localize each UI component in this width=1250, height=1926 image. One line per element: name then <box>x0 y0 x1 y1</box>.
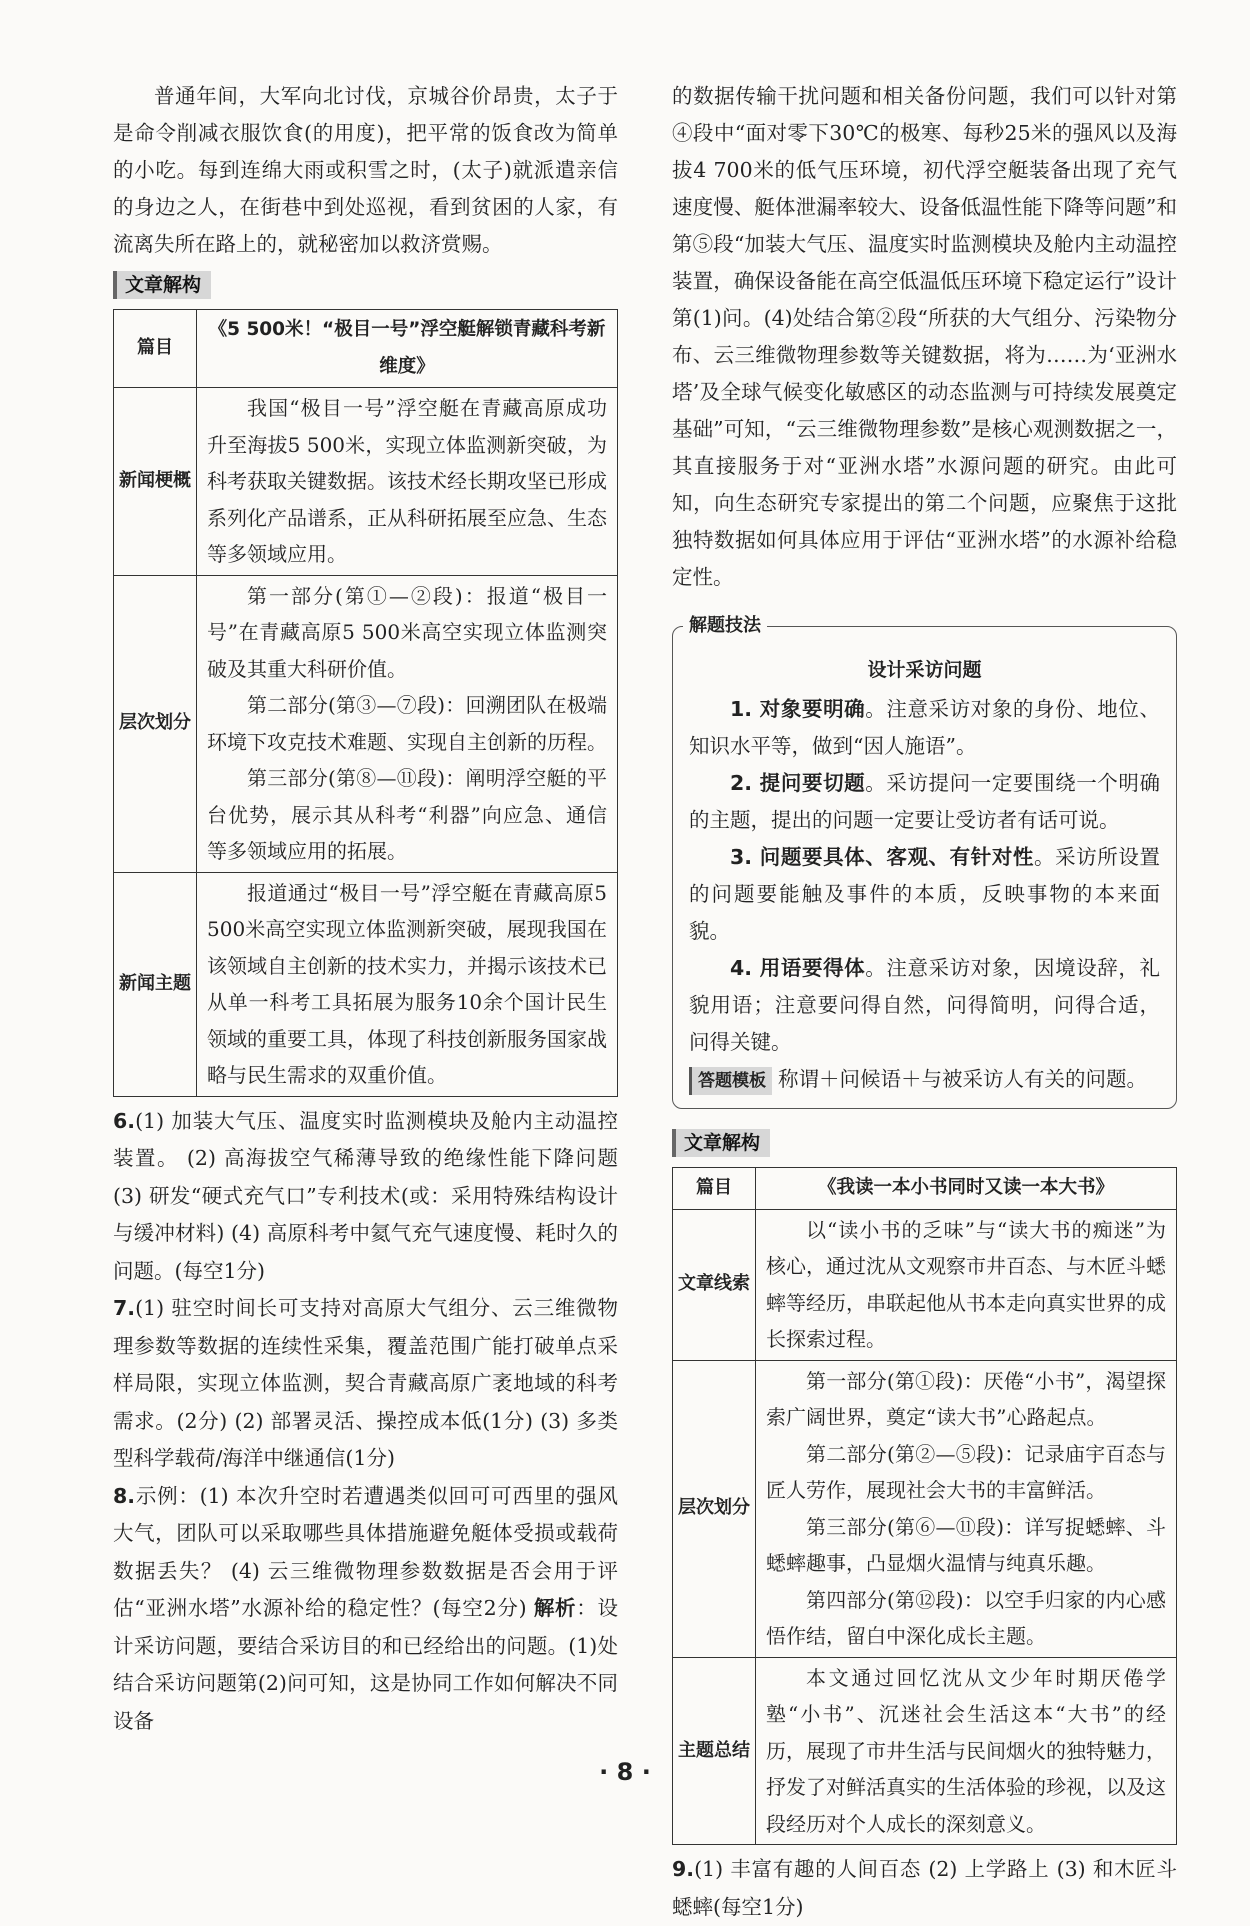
right-column <box>672 78 1177 1926</box>
tip-item: 3. 问题要具体、客观、有针对性。采访所设置的问题要能触及事件的本质，反映事物的本来面貌。 <box>689 845 1160 943</box>
answer-item: 9.(1) 丰富有趣的人间百态 (2) 上学路上 (3) 和木匠斗蟋蟀(每空1分) <box>672 1857 1177 1919</box>
answers-block-right <box>672 1851 1177 1926</box>
row-text: 我国“极目一号”浮空艇在青藏高原成功升至海拔5 500米，实现立体监测新突破，为科考获取关键数据。该技术经长期攻坚已形成系列化产品谱系，正从科研拓展至应急、生态等多领域应用。 <box>207 396 607 566</box>
table-row <box>673 1209 1177 1360</box>
row-label: 新闻主题 <box>114 872 197 1096</box>
row-label: 文章线索 <box>673 1209 756 1360</box>
row-label: 层次划分 <box>673 1360 756 1657</box>
table-row <box>673 1360 1177 1657</box>
left-column <box>113 78 618 1740</box>
row-text: 第三部分(第⑧—⑪段)：阐明浮空艇的平台优势，展示其从科考“利器”向应急、通信等多领域应用的拓展。 <box>207 766 607 863</box>
answer-item: 6.(1) 加装大气压、温度实时监测模块及舱内主动温控装置。 (2) 高海拔空气稀薄导致的绝缘性能下降问题 (3) 研发“硬式充气口”专利技术(或：采用特殊结构设计与缓冲材料) (4) 高原科考中氦气充气速度慢、耗时久的问题。(每空1分) <box>113 1108 618 1283</box>
row-text: 第一部分(第①—②段)：报道“极目一号”在青藏高原5 500米高空实现立体监测突破及其重大科研价值。 <box>207 583 607 681</box>
page-number: · 8 · <box>599 1758 651 1786</box>
row-text: 第四部分(第⑫段)：以空手归家的内心感悟作结，留白中深化成长主题。 <box>766 1587 1166 1648</box>
answers-block <box>113 1103 618 1741</box>
row-label: 主题总结 <box>673 1657 756 1845</box>
tip-item: 4. 用语要得体。注意采访对象，因境设辞，礼貌用语；注意要问得自然，问得简明，问得合适，问得关键。 <box>689 956 1160 1054</box>
template-label: 答题模板 <box>689 1067 772 1095</box>
section-tag-article-structure-2: 文章解构 <box>672 1129 770 1157</box>
tips-box-title: 设计采访问题 <box>867 659 982 681</box>
table-row <box>114 872 618 1096</box>
table-header-row <box>673 1168 1177 1210</box>
tips-box-tag: 解题技法 <box>683 611 767 641</box>
table-header-row <box>114 310 618 388</box>
table-header-label: 篇目 <box>114 310 197 388</box>
row-text: 报道通过“极目一号”浮空艇在青藏高原5 500米高空实现立体监测新突破，展现我国在该领域自主创新的技术实力，并揭示该技术已从单一科考工具拓展为服务10余个国计民生领域的重要工具，体现了科技创新服务国家战略与民生需求的双重价值。 <box>207 880 607 1087</box>
row-text: 第一部分(第①段)：厌倦“小书”，渴望探索广阔世界，奠定“读大书”心路起点。 <box>766 1368 1166 1429</box>
table-header-label: 篇目 <box>673 1168 756 1210</box>
table-row <box>114 388 618 576</box>
table-row <box>114 575 618 872</box>
tips-box <box>672 615 1177 1109</box>
answer-item: 7.(1) 驻空时间长可支持对高原大气组分、云三维微物理参数等数据的连续性采集，覆盖范围广能打破单点采样局限，实现立体监测，契合青藏高原广袤地域的科考需求。(2分) (2) 部署灵活、操控成本低(1分) (3) 多类型科学载荷/海洋中继通信(1分) <box>113 1296 618 1470</box>
intro-paragraph: 普通年间，大军向北讨伐，京城谷价昂贵，太子于是命令削减衣服饮食(的用度)，把平常的饭食改为简单的小吃。每到连绵大雨或积雪之时，(太子)就派遣亲信的身边之人，在街巷中到处巡视，看到贫困的人家，有流离失所在路上的，就秘密加以救济赏赐。 <box>113 84 618 256</box>
answer-item: 8.示例：(1) 本次升空时若遭遇类似回可可西里的强风大气，团队可以采取哪些具体措施避免艇体受损或载荷数据丢失？ (4) 云三维微物理参数数据是否会用于评估“亚洲水塔”水源补给的稳定性？(每空2分) 解析：设计采访问题，要结合采访目的和已经给出的问题。(1)处结合采访问题第(2)问可知，这是协同工作如何解决不同设备 <box>113 1483 618 1733</box>
row-text: 第二部分(第③—⑦段)：回溯团队在极端环境下攻克技术难题、实现自主创新的历程。 <box>207 693 607 754</box>
article-title: 《我读一本小书同时又读一本大书》 <box>756 1168 1177 1210</box>
row-label: 层次划分 <box>114 575 197 872</box>
row-text: 第三部分(第⑥—⑪段)：详写捉蟋蟀、斗蟋蟀趣事，凸显烟火温情与纯真乐趣。 <box>766 1514 1166 1575</box>
row-text: 以“读小书的乏味”与“读大书的痴迷”为核心，通过沈从文观察市井百态、与木匠斗蟋蟀等经历，串联起他从书本走向真实世界的成长探索过程。 <box>766 1217 1166 1351</box>
analysis-label: 解析 <box>533 1596 577 1620</box>
row-text: 本文通过回忆沈从文少年时期厌倦学塾“小书”、沉迷社会生活这本“大书”的经历，展现了市井生活与民间烟火的独特魅力，抒发了对鲜活真实的生活体验的珍视，以及这段经历对个人成长的深刻意义。 <box>766 1665 1166 1836</box>
row-label: 新闻梗概 <box>114 388 197 576</box>
section-tag-article-structure: 文章解构 <box>113 271 211 299</box>
tip-item: 2. 提问要切题。采访提问一定要围绕一个明确的主题，提出的问题一定要让受访者有话可说。 <box>689 771 1160 832</box>
analysis-continued: 的数据传输干扰问题和相关备份问题，我们可以针对第④段中“面对零下30℃的极寒、每秒25米的强风以及海拔4 700米的低气压环境，初代浮空艇装备出现了充气速度慢、艇体泄漏率较大、设备低温性能下降等问题”和第⑤段“加装大气压、温度实时监测模块及舱内主动温控装置，确保设备能在高空低温低压环境下稳定运行”设计第(1)问。(4)处结合第②段“所获的大气组分、污染物分布、云三维微物理参数等关键数据，将为……为‘亚洲水塔’及全球气候变化敏感区的动态监测与可持续发展奠定基础”可知，“云三维微物理参数”是核心观测数据之一，其直接服务于对“亚洲水塔”水源问题的研究。由此可知，向生态研究专家提出的第二个问题，应聚焦于这批独特数据如何具体应用于评估“亚洲水塔”的水源补给稳定性。 <box>672 84 1177 589</box>
tip-item: 1. 对象要明确。注意采访对象的身份、地位、知识水平等，做到“因人施语”。 <box>689 697 1160 758</box>
essay-structure-table <box>672 1167 1177 1845</box>
article-title: 《5 500米！“极目一号”浮空艇解锁青藏科考新维度》 <box>197 310 618 388</box>
row-text: 第二部分(第②—⑤段)：记录庙宇百态与匠人劳作，展现社会大书的丰富鲜活。 <box>766 1441 1166 1502</box>
news-structure-table <box>113 309 618 1097</box>
answer-template: 答题模板 称谓＋问候语＋与被采访人有关的问题。 <box>689 1061 1160 1098</box>
table-row <box>673 1657 1177 1845</box>
